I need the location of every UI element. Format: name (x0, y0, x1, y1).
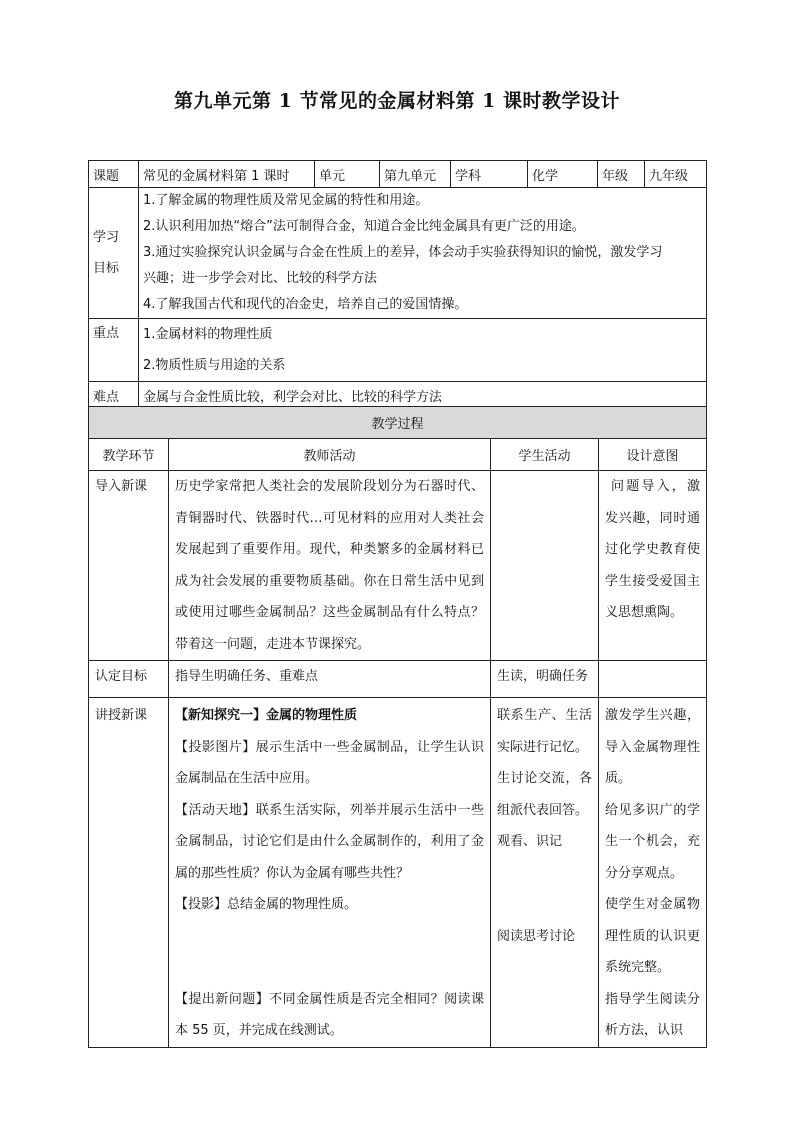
column-header-teacher: 教师活动 (169, 439, 491, 471)
goal-item: 1.了解金属的物理性质及常见金属的特性和用途。 (143, 193, 429, 208)
grade-value: 九年级 (645, 161, 707, 188)
student-step: 生讨论交流，各组派代表回答。 (497, 771, 592, 818)
design-intent: 问题导入，激发兴趣，同时通过化学史教育使学生接受爱国主义思想熏陶。 (599, 471, 707, 661)
table-row (89, 471, 707, 661)
column-header-stage: 教学环节 (89, 439, 169, 471)
teacher-activity (169, 698, 491, 1048)
teacher-step: 【新知探究一】金属的物理性质 (175, 708, 358, 723)
teacher-step: 【投影图片】展示生活中一些金属制品，让学生认识金属制品在生活中应用。 (175, 739, 484, 786)
table-row (89, 698, 707, 1048)
teacher-step: 【活动天地】联系生活实际，列举并展示生活中一些金属制品，讨论它们是由什么金属制作的，利用了金属的那些性质？你认为金属有哪些共性？ (175, 802, 484, 881)
design-intent (599, 698, 707, 1048)
intent-step: 指导学生阅读分析方法，认识 (605, 991, 701, 1038)
intent-step: 激发学生兴趣，导入金属物理性质。 (605, 708, 701, 786)
goal-item: 兴趣；进一步学会对比、比较的科学方法 (143, 271, 378, 286)
lesson-meta-table (88, 160, 707, 409)
stage-cell: 导入新课 (89, 471, 169, 661)
unit-value: 第九单元 (380, 161, 451, 188)
difficulty-text: 金属与合金性质比较，利学会对比、比较的科学方法 (139, 382, 707, 409)
goals-label: 学习 目标 (89, 188, 139, 319)
student-activity (491, 698, 599, 1048)
topic-value: 常见的金属材料第 1 课时 (139, 161, 315, 188)
focus-item: 1.金属材料的物理性质 (143, 327, 273, 342)
column-header-intent: 设计意图 (599, 439, 707, 471)
column-header-student: 学生活动 (491, 439, 599, 471)
intent-step: 使学生对金属物理性质的认识更系统完整。 (605, 897, 701, 975)
subject-label: 学科 (451, 161, 528, 188)
student-activity: 生读，明确任务 (491, 661, 599, 698)
unit-label: 单元 (315, 161, 380, 188)
student-step: 阅读思考讨论 (497, 928, 576, 944)
teacher-step: 【投影】总结金属的物理性质。 (175, 897, 358, 912)
table-row (89, 661, 707, 698)
focus-label: 重点 (89, 319, 139, 382)
teaching-process-table (88, 406, 707, 1048)
document-title: 第九单元第 1 节常见的金属材料第 1 课时教学设计 (174, 90, 620, 112)
stage-cell: 讲授新课 (89, 698, 169, 1048)
key-points (139, 319, 707, 382)
teacher-activity: 指导生明确任务、重难点 (169, 661, 491, 698)
goal-item: 4.了解我国古代和现代的冶金史，培养自己的爱国情操。 (143, 297, 468, 312)
student-step: 联系生产、生活实际进行记忆。 (497, 708, 592, 755)
goal-item: 3.通过实验探究认识金属与合金在性质上的差异，体会动手实验获得知识的愉悦，激发学习 (143, 245, 663, 260)
topic-label: 课题 (89, 161, 139, 188)
difficulty-label: 难点 (89, 382, 139, 409)
student-step: 观看、识记 (497, 834, 563, 849)
student-activity (491, 471, 599, 661)
design-intent (599, 661, 707, 698)
focus-item: 2.物质性质与用途的关系 (143, 358, 286, 373)
grade-label: 年级 (598, 161, 645, 188)
goal-item: 2.认识利用加热“熔合”法可制得合金，知道合金比纯金属具有更广泛的用途。 (143, 219, 585, 234)
stage-cell: 认定目标 (89, 661, 169, 698)
teacher-step: 【提出新问题】不同金属性质是否完全相同？阅读课本 55 页，并完成在线测试。 (175, 991, 484, 1038)
learning-goals (139, 188, 707, 319)
process-section-title: 教学过程 (89, 407, 707, 439)
intent-step: 给见多识广的学生一个机会，充分分享观点。 (605, 802, 701, 881)
subject-value: 化学 (528, 161, 598, 188)
teacher-activity: 历史学家常把人类社会的发展阶段划分为石器时代、青铜器时代、铁器时代…可见材料的应用对人类社会发展起到了重要作用。现代，种类繁多的金属材料已成为社会发展的重要物质基础。你在日常生活中见到或使用过哪些金属制品？这些金属制品有什么特点？带着这一问题，走进本节课探究。 (169, 471, 491, 661)
